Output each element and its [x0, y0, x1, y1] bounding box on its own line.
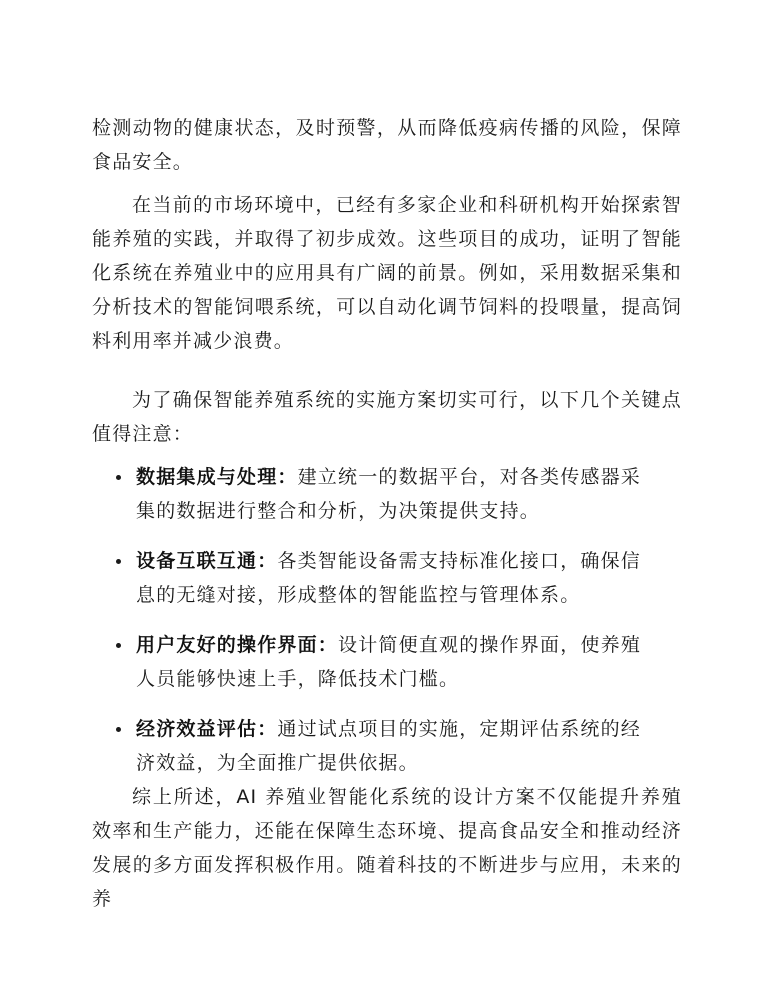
paragraph-conclusion: 综上所述，AI 养殖业智能化系统的设计方案不仅能提升养殖效率和生产能力，还能在保障生态环境、提高食品安全和推动经济发展的多方面发挥积极作用。随着科技的不断进步与应用，未来的养 — [92, 786, 682, 910]
bullet-icon — [116, 475, 121, 480]
list-item — [92, 544, 656, 612]
bullet-term: 经济效益评估： — [136, 718, 278, 740]
bullet-term: 设备互联互通： — [136, 550, 278, 572]
bullet-icon — [116, 727, 121, 732]
list-item — [92, 628, 656, 696]
paragraph-market-environment: 在当前的市场环境中，已经有多家企业和科研机构开始探索智能养殖的实践，并取得了初步成效。这些项目的成功，证明了智能化系统在养殖业中的应用具有广阔的前景。例如，采用数据采集和分析技术的智能饲喂系统，可以自动化调节饲料的投喂量，提高饲料利用率并减少浪费。 — [92, 194, 682, 352]
bullet-text: 各类智能设备需支持标准化接口，确保信息的无缝对接，形成整体的智能监控与管理体系。 — [136, 550, 642, 606]
list-item — [92, 712, 656, 780]
bullet-icon — [116, 643, 121, 648]
bullet-text: 建立统一的数据平台，对各类传感器采集的数据进行整合和分析，为决策提供支持。 — [136, 466, 642, 522]
bullet-term: 数据集成与处理： — [136, 466, 298, 488]
bullet-term: 用户友好的操作界面： — [136, 634, 339, 656]
paragraph-intro-continuation: 检测动物的健康状态，及时预警，从而降低疫病传播的风险，保障食品安全。 — [92, 117, 682, 173]
paragraph-key-points-intro: 为了确保智能养殖系统的实施方案切实可行，以下几个关键点值得注意： — [92, 389, 682, 445]
bullet-icon — [116, 559, 121, 564]
list-item — [92, 460, 656, 528]
key-points-list — [92, 460, 682, 796]
bullet-text: 设计简便直观的操作界面，使养殖人员能够快速上手，降低技术门槛。 — [136, 634, 642, 690]
bullet-text: 通过试点项目的实施，定期评估系统的经济效益，为全面推广提供依据。 — [136, 718, 642, 774]
